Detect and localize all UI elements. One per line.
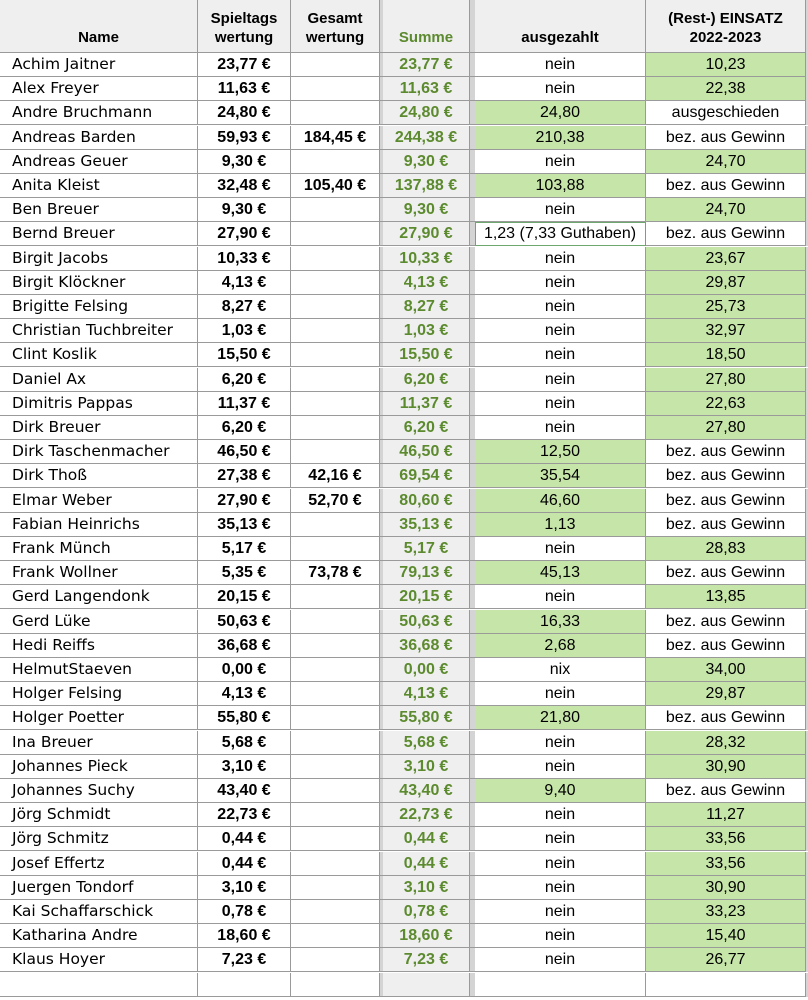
table-row: [0, 852, 808, 876]
cell-summe[interactable]: 0,00 €: [383, 658, 470, 682]
cell-spieltagswertung[interactable]: 32,48 €: [198, 174, 291, 198]
header-name[interactable]: [0, 0, 198, 53]
cell-spieltagswertung[interactable]: 5,17 €: [198, 537, 291, 561]
cell-einsatz[interactable]: 27,80: [646, 416, 806, 440]
cell-name[interactable]: Ben Breuer: [0, 198, 198, 222]
table-row: [0, 416, 808, 440]
header-einsatz[interactable]: [646, 0, 806, 53]
cell-summe[interactable]: 35,13 €: [383, 513, 470, 537]
cell-summe[interactable]: 18,60 €: [383, 924, 470, 948]
cell-einsatz[interactable]: bez. aus Gewinn: [646, 779, 806, 803]
table-row: [0, 271, 808, 295]
cell-ausgezahlt[interactable]: nein: [475, 319, 646, 343]
cell-summe[interactable]: 69,54 €: [383, 464, 470, 488]
cell-name[interactable]: Klaus Hoyer: [0, 948, 198, 972]
cell-gesamtwertung[interactable]: [291, 343, 380, 367]
cell-name[interactable]: Elmar Weber: [0, 489, 198, 513]
cell-summe[interactable]: 5,17 €: [383, 537, 470, 561]
cell-einsatz[interactable]: 29,87: [646, 682, 806, 706]
cell-spieltagswertung[interactable]: 4,13 €: [198, 682, 291, 706]
cell-ausgezahlt[interactable]: nein: [475, 852, 646, 876]
cell-einsatz[interactable]: bez. aus Gewinn: [646, 489, 806, 513]
cell-name[interactable]: Clint Koslik: [0, 343, 198, 367]
table-row: [0, 658, 808, 682]
cell-ausgezahlt[interactable]: 9,40: [475, 779, 646, 803]
cell-einsatz[interactable]: 22,38: [646, 77, 806, 101]
cell-name[interactable]: Andreas Geuer: [0, 150, 198, 174]
cell-name[interactable]: Josef Effertz: [0, 852, 198, 876]
table-row: [0, 561, 808, 585]
table-row: [0, 537, 808, 561]
header-ausgezahlt-label: ausgezahlt: [521, 29, 599, 46]
header-einsatz-line2: 2022-2023: [689, 29, 762, 46]
cell-spieltagswertung[interactable]: 9,30 €: [198, 150, 291, 174]
table-row: [0, 803, 808, 827]
cell-einsatz[interactable]: 10,23: [646, 53, 806, 77]
cell-ausgezahlt[interactable]: 103,88: [475, 174, 646, 198]
cell-name[interactable]: Holger Poetter: [0, 706, 198, 730]
cell-gesamtwertung[interactable]: [291, 658, 380, 682]
cell-gesamtwertung[interactable]: [291, 706, 380, 730]
cell-gesamtwertung[interactable]: [291, 803, 380, 827]
cell-summe[interactable]: 20,15 €: [383, 585, 470, 609]
cell-ausgezahlt[interactable]: nein: [475, 392, 646, 416]
header-gesamt-line1: Gesamt: [307, 10, 363, 27]
table-row: [0, 198, 808, 222]
cell-spieltagswertung[interactable]: 27,90 €: [198, 222, 291, 246]
cell-ausgezahlt[interactable]: 1,23 (7,33 Guthaben): [475, 222, 646, 246]
table-row: [0, 900, 808, 924]
cell-spieltagswertung[interactable]: 27,90 €: [198, 489, 291, 513]
table-row: [0, 77, 808, 101]
cell-summe[interactable]: 11,63 €: [383, 77, 470, 101]
cell-ausgezahlt[interactable]: 12,50: [475, 440, 646, 464]
cell-einsatz[interactable]: bez. aus Gewinn: [646, 174, 806, 198]
cell-gesamtwertung[interactable]: [291, 416, 380, 440]
cell-ausgezahlt[interactable]: 35,54: [475, 464, 646, 488]
cell-summe[interactable]: 22,73 €: [383, 803, 470, 827]
table-row: [0, 150, 808, 174]
cell-spieltagswertung[interactable]: 24,80 €: [198, 101, 291, 125]
cell-ausgezahlt[interactable]: nein: [475, 368, 646, 392]
cell-spieltagswertung[interactable]: 27,38 €: [198, 464, 291, 488]
table-row: [0, 827, 808, 851]
cell-gesamtwertung[interactable]: [291, 610, 380, 634]
cell-einsatz[interactable]: 28,83: [646, 537, 806, 561]
cell-einsatz[interactable]: bez. aus Gewinn: [646, 440, 806, 464]
cell-spieltagswertung[interactable]: 6,20 €: [198, 368, 291, 392]
cell-name[interactable]: Dirk Taschenmacher: [0, 440, 198, 464]
cell-name[interactable]: Gerd Lüke: [0, 610, 198, 634]
cell-ausgezahlt[interactable]: nein: [475, 827, 646, 851]
cell-ausgezahlt[interactable]: nein: [475, 682, 646, 706]
cell-einsatz[interactable]: 30,90: [646, 876, 806, 900]
cell-summe[interactable]: 36,68 €: [383, 634, 470, 658]
table-row: [0, 731, 808, 755]
cell-name[interactable]: Dimitris Pappas: [0, 392, 198, 416]
cell-einsatz[interactable]: bez. aus Gewinn: [646, 464, 806, 488]
cell-ausgezahlt[interactable]: 2,68: [475, 634, 646, 658]
cell-name[interactable]: Kai Schaffarschick: [0, 900, 198, 924]
cell-name[interactable]: Andreas Barden: [0, 126, 198, 150]
cell-gesamtwertung[interactable]: [291, 319, 380, 343]
header-einsatz-line1: (Rest-) EINSATZ: [668, 10, 783, 27]
cell-ausgezahlt[interactable]: nein: [475, 924, 646, 948]
cell-name[interactable]: Christian Tuchbreiter: [0, 319, 198, 343]
cell-einsatz[interactable]: 33,23: [646, 900, 806, 924]
table-row: [0, 924, 808, 948]
cell-name[interactable]: Juergen Tondorf: [0, 876, 198, 900]
cell-summe[interactable]: 79,13 €: [383, 561, 470, 585]
table-row: [0, 126, 808, 150]
cell-gesamtwertung[interactable]: 42,16 €: [291, 464, 380, 488]
cell-name[interactable]: Bernd Breuer: [0, 222, 198, 246]
cell-ausgezahlt[interactable]: nein: [475, 755, 646, 779]
cell-summe[interactable]: 6,20 €: [383, 416, 470, 440]
cell-summe[interactable]: 0,44 €: [383, 852, 470, 876]
table-row: [0, 319, 808, 343]
cell-spieltagswertung[interactable]: 35,13 €: [198, 513, 291, 537]
cell-einsatz[interactable]: 23,67: [646, 247, 806, 271]
cell-name[interactable]: Frank Wollner: [0, 561, 198, 585]
cell-einsatz[interactable]: 32,97: [646, 319, 806, 343]
cell-einsatz[interactable]: 27,80: [646, 368, 806, 392]
cell-einsatz[interactable]: 25,73: [646, 295, 806, 319]
cell-spieltagswertung[interactable]: 46,50 €: [198, 440, 291, 464]
cell-ausgezahlt[interactable]: nein: [475, 803, 646, 827]
cell-gesamtwertung[interactable]: [291, 755, 380, 779]
cell-name[interactable]: [0, 973, 198, 997]
cell-gesamtwertung[interactable]: [291, 392, 380, 416]
table-row: [0, 174, 808, 198]
cell-spieltagswertung[interactable]: 36,68 €: [198, 634, 291, 658]
header-gesamt-line2: wertung: [305, 29, 365, 46]
cell-summe[interactable]: 3,10 €: [383, 755, 470, 779]
table-row: [0, 343, 808, 367]
cell-gesamtwertung[interactable]: [291, 513, 380, 537]
cell-einsatz[interactable]: bez. aus Gewinn: [646, 706, 806, 730]
table-row: [0, 392, 808, 416]
cell-name[interactable]: Dirk Breuer: [0, 416, 198, 440]
cell-spieltagswertung[interactable]: 59,93 €: [198, 126, 291, 150]
cell-summe[interactable]: 0,44 €: [383, 827, 470, 851]
cell-summe[interactable]: 0,78 €: [383, 900, 470, 924]
cell-ausgezahlt[interactable]: nein: [475, 295, 646, 319]
cell-spieltagswertung[interactable]: 10,33 €: [198, 247, 291, 271]
cell-einsatz[interactable]: bez. aus Gewinn: [646, 126, 806, 150]
cell-ausgezahlt[interactable]: nein: [475, 53, 646, 77]
cell-summe[interactable]: 10,33 €: [383, 247, 470, 271]
cell-summe[interactable]: 5,68 €: [383, 731, 470, 755]
table-row: [0, 513, 808, 537]
cell-summe[interactable]: 9,30 €: [383, 198, 470, 222]
table-row: [0, 295, 808, 319]
cell-spieltagswertung[interactable]: 5,35 €: [198, 561, 291, 585]
cell-summe[interactable]: 15,50 €: [383, 343, 470, 367]
cell-einsatz[interactable]: bez. aus Gewinn: [646, 561, 806, 585]
table-row: [0, 464, 808, 488]
cell-gesamtwertung[interactable]: [291, 222, 380, 246]
cell-spieltagswertung[interactable]: 15,50 €: [198, 343, 291, 367]
cell-spieltagswertung[interactable]: 1,03 €: [198, 319, 291, 343]
table-row: [0, 368, 808, 392]
cell-gesamtwertung[interactable]: [291, 634, 380, 658]
cell-summe[interactable]: 55,80 €: [383, 706, 470, 730]
cell-gesamtwertung[interactable]: [291, 731, 380, 755]
cell-spieltagswertung[interactable]: 50,63 €: [198, 610, 291, 634]
cell-einsatz[interactable]: [646, 973, 806, 997]
cell-gesamtwertung[interactable]: [291, 198, 380, 222]
cell-summe[interactable]: 3,10 €: [383, 876, 470, 900]
cell-spieltagswertung[interactable]: [198, 973, 291, 997]
header-summe[interactable]: [383, 0, 470, 53]
table-row: [0, 247, 808, 271]
cell-summe[interactable]: 80,60 €: [383, 489, 470, 513]
cell-einsatz[interactable]: 28,32: [646, 731, 806, 755]
header-spieltag-line2: wertung: [214, 29, 274, 46]
table-row: [0, 706, 808, 730]
cell-einsatz[interactable]: 18,50: [646, 343, 806, 367]
table-row: [0, 585, 808, 609]
cell-gesamtwertung[interactable]: [291, 948, 380, 972]
cell-summe[interactable]: 24,80 €: [383, 101, 470, 125]
header-gesamtwertung[interactable]: [291, 0, 380, 53]
cell-gesamtwertung[interactable]: [291, 779, 380, 803]
cell-gesamtwertung[interactable]: [291, 585, 380, 609]
cell-spieltagswertung[interactable]: 0,00 €: [198, 658, 291, 682]
cell-name[interactable]: Johannes Pieck: [0, 755, 198, 779]
cell-ausgezahlt[interactable]: [475, 973, 646, 997]
table-row: [0, 489, 808, 513]
table-row: [0, 222, 808, 246]
cell-ausgezahlt[interactable]: nein: [475, 271, 646, 295]
cell-einsatz[interactable]: 33,56: [646, 827, 806, 851]
cell-summe[interactable]: 244,38 €: [383, 126, 470, 150]
cell-summe[interactable]: [383, 973, 470, 997]
cell-gesamtwertung[interactable]: [291, 876, 380, 900]
cell-ausgezahlt[interactable]: nein: [475, 198, 646, 222]
cell-summe[interactable]: 9,30 €: [383, 150, 470, 174]
cell-einsatz[interactable]: ausgeschieden: [646, 101, 806, 125]
cell-gesamtwertung[interactable]: [291, 295, 380, 319]
cell-ausgezahlt[interactable]: nein: [475, 876, 646, 900]
cell-summe[interactable]: 8,27 €: [383, 295, 470, 319]
cell-summe[interactable]: 4,13 €: [383, 271, 470, 295]
cell-spieltagswertung[interactable]: 11,63 €: [198, 77, 291, 101]
cell-spieltagswertung[interactable]: 4,13 €: [198, 271, 291, 295]
table-row: [0, 755, 808, 779]
cell-spieltagswertung[interactable]: 55,80 €: [198, 706, 291, 730]
cell-gesamtwertung[interactable]: [291, 368, 380, 392]
cell-gesamtwertung[interactable]: [291, 900, 380, 924]
table-row: [0, 948, 808, 972]
cell-gesamtwertung[interactable]: [291, 924, 380, 948]
cell-name[interactable]: Birgit Klöckner: [0, 271, 198, 295]
cell-gesamtwertung[interactable]: [291, 852, 380, 876]
cell-spieltagswertung[interactable]: 5,68 €: [198, 731, 291, 755]
cell-name[interactable]: Frank Münch: [0, 537, 198, 561]
cell-spieltagswertung[interactable]: 18,60 €: [198, 924, 291, 948]
cell-gesamtwertung[interactable]: 73,78 €: [291, 561, 380, 585]
cell-ausgezahlt[interactable]: nein: [475, 585, 646, 609]
cell-einsatz[interactable]: 24,70: [646, 198, 806, 222]
header-spieltagswertung[interactable]: [198, 0, 291, 53]
cell-name[interactable]: Hedi Reiffs: [0, 634, 198, 658]
cell-gesamtwertung[interactable]: [291, 247, 380, 271]
cell-einsatz[interactable]: 30,90: [646, 755, 806, 779]
cell-name[interactable]: Johannes Suchy: [0, 779, 198, 803]
cell-einsatz[interactable]: bez. aus Gewinn: [646, 222, 806, 246]
cell-spieltagswertung[interactable]: 8,27 €: [198, 295, 291, 319]
cell-spieltagswertung[interactable]: 7,23 €: [198, 948, 291, 972]
cell-summe[interactable]: 11,37 €: [383, 392, 470, 416]
cell-ausgezahlt[interactable]: nein: [475, 731, 646, 755]
cell-name[interactable]: Fabian Heinrichs: [0, 513, 198, 537]
cell-einsatz[interactable]: 24,70: [646, 150, 806, 174]
table-row: [0, 440, 808, 464]
cell-einsatz[interactable]: 11,27: [646, 803, 806, 827]
cell-ausgezahlt[interactable]: 45,13: [475, 561, 646, 585]
cell-einsatz[interactable]: 33,56: [646, 852, 806, 876]
cell-ausgezahlt[interactable]: nein: [475, 77, 646, 101]
cell-name[interactable]: Birgit Jacobs: [0, 247, 198, 271]
cell-spieltagswertung[interactable]: 20,15 €: [198, 585, 291, 609]
cell-name[interactable]: Achim Jaitner: [0, 53, 198, 77]
cell-einsatz[interactable]: 22,63: [646, 392, 806, 416]
cell-spieltagswertung[interactable]: 3,10 €: [198, 755, 291, 779]
cell-gesamtwertung[interactable]: [291, 101, 380, 125]
cell-summe[interactable]: 4,13 €: [383, 682, 470, 706]
table-row: [0, 682, 808, 706]
cell-einsatz[interactable]: 34,00: [646, 658, 806, 682]
cell-summe[interactable]: 137,88 €: [383, 174, 470, 198]
cell-gesamtwertung[interactable]: [291, 827, 380, 851]
cell-name[interactable]: Jörg Schmidt: [0, 803, 198, 827]
cell-spieltagswertung[interactable]: 3,10 €: [198, 876, 291, 900]
cell-summe[interactable]: 46,50 €: [383, 440, 470, 464]
cell-einsatz[interactable]: bez. aus Gewinn: [646, 513, 806, 537]
header-summe-label: Summe: [398, 29, 454, 46]
cell-einsatz[interactable]: 26,77: [646, 948, 806, 972]
table-row: [0, 634, 808, 658]
cell-name[interactable]: Holger Felsing: [0, 682, 198, 706]
cell-spieltagswertung[interactable]: 43,40 €: [198, 779, 291, 803]
cell-ausgezahlt[interactable]: 210,38: [475, 126, 646, 150]
cell-ausgezahlt[interactable]: nein: [475, 150, 646, 174]
cell-name[interactable]: Katharina Andre: [0, 924, 198, 948]
cell-ausgezahlt[interactable]: nein: [475, 948, 646, 972]
cell-ausgezahlt[interactable]: 24,80: [475, 101, 646, 125]
header-name-label: Name: [78, 29, 119, 46]
cell-ausgezahlt[interactable]: 46,60: [475, 489, 646, 513]
cell-einsatz[interactable]: bez. aus Gewinn: [646, 634, 806, 658]
cell-name[interactable]: Dirk Thoß: [0, 464, 198, 488]
cell-summe[interactable]: 1,03 €: [383, 319, 470, 343]
cell-gesamtwertung[interactable]: 105,40 €: [291, 174, 380, 198]
cell-einsatz[interactable]: 13,85: [646, 585, 806, 609]
cell-spieltagswertung[interactable]: 6,20 €: [198, 416, 291, 440]
cell-name[interactable]: Andre Bruchmann: [0, 101, 198, 125]
cell-einsatz[interactable]: 15,40: [646, 924, 806, 948]
cell-name[interactable]: Jörg Schmitz: [0, 827, 198, 851]
header-ausgezahlt[interactable]: [475, 0, 646, 53]
cell-name[interactable]: Alex Freyer: [0, 77, 198, 101]
cell-gesamtwertung[interactable]: [291, 150, 380, 174]
cell-spieltagswertung[interactable]: 0,44 €: [198, 852, 291, 876]
cell-gesamtwertung[interactable]: [291, 537, 380, 561]
cell-spieltagswertung[interactable]: 0,78 €: [198, 900, 291, 924]
cell-summe[interactable]: 43,40 €: [383, 779, 470, 803]
cell-ausgezahlt[interactable]: 1,13: [475, 513, 646, 537]
cell-ausgezahlt[interactable]: nix: [475, 658, 646, 682]
cell-gesamtwertung[interactable]: [291, 682, 380, 706]
cell-ausgezahlt[interactable]: nein: [475, 247, 646, 271]
cell-name[interactable]: Daniel Ax: [0, 368, 198, 392]
cell-gesamtwertung[interactable]: 184,45 €: [291, 126, 380, 150]
cell-name[interactable]: Brigitte Felsing: [0, 295, 198, 319]
cell-gesamtwertung[interactable]: [291, 53, 380, 77]
cell-summe[interactable]: 7,23 €: [383, 948, 470, 972]
table-row: [0, 610, 808, 634]
cell-spieltagswertung[interactable]: 9,30 €: [198, 198, 291, 222]
cell-name[interactable]: Anita Kleist: [0, 174, 198, 198]
table-row: [0, 101, 808, 125]
table-row: [0, 779, 808, 803]
cell-name[interactable]: Gerd Langendonk: [0, 585, 198, 609]
cell-ausgezahlt[interactable]: 16,33: [475, 610, 646, 634]
cell-ausgezahlt[interactable]: 21,80: [475, 706, 646, 730]
cell-ausgezahlt[interactable]: nein: [475, 537, 646, 561]
cell-gesamtwertung[interactable]: 52,70 €: [291, 489, 380, 513]
table-row: [0, 53, 808, 77]
cell-summe[interactable]: 27,90 €: [383, 222, 470, 246]
cell-ausgezahlt[interactable]: nein: [475, 416, 646, 440]
cell-gesamtwertung[interactable]: [291, 440, 380, 464]
cell-name[interactable]: Ina Breuer: [0, 731, 198, 755]
cell-ausgezahlt[interactable]: nein: [475, 343, 646, 367]
cell-spieltagswertung[interactable]: 11,37 €: [198, 392, 291, 416]
cell-ausgezahlt[interactable]: nein: [475, 900, 646, 924]
table-row: [0, 876, 808, 900]
cell-name[interactable]: HelmutStaeven: [0, 658, 198, 682]
table-row: [0, 973, 808, 997]
cell-einsatz[interactable]: bez. aus Gewinn: [646, 610, 806, 634]
cell-spieltagswertung[interactable]: 0,44 €: [198, 827, 291, 851]
cell-summe[interactable]: 6,20 €: [383, 368, 470, 392]
cell-spieltagswertung[interactable]: 22,73 €: [198, 803, 291, 827]
cell-gesamtwertung[interactable]: [291, 271, 380, 295]
cell-gesamtwertung[interactable]: [291, 973, 380, 997]
cell-gesamtwertung[interactable]: [291, 77, 380, 101]
header-spieltag-line1: Spieltags: [210, 10, 278, 27]
cell-einsatz[interactable]: 29,87: [646, 271, 806, 295]
cell-spieltagswertung[interactable]: 23,77 €: [198, 53, 291, 77]
cell-summe[interactable]: 50,63 €: [383, 610, 470, 634]
cell-summe[interactable]: 23,77 €: [383, 53, 470, 77]
